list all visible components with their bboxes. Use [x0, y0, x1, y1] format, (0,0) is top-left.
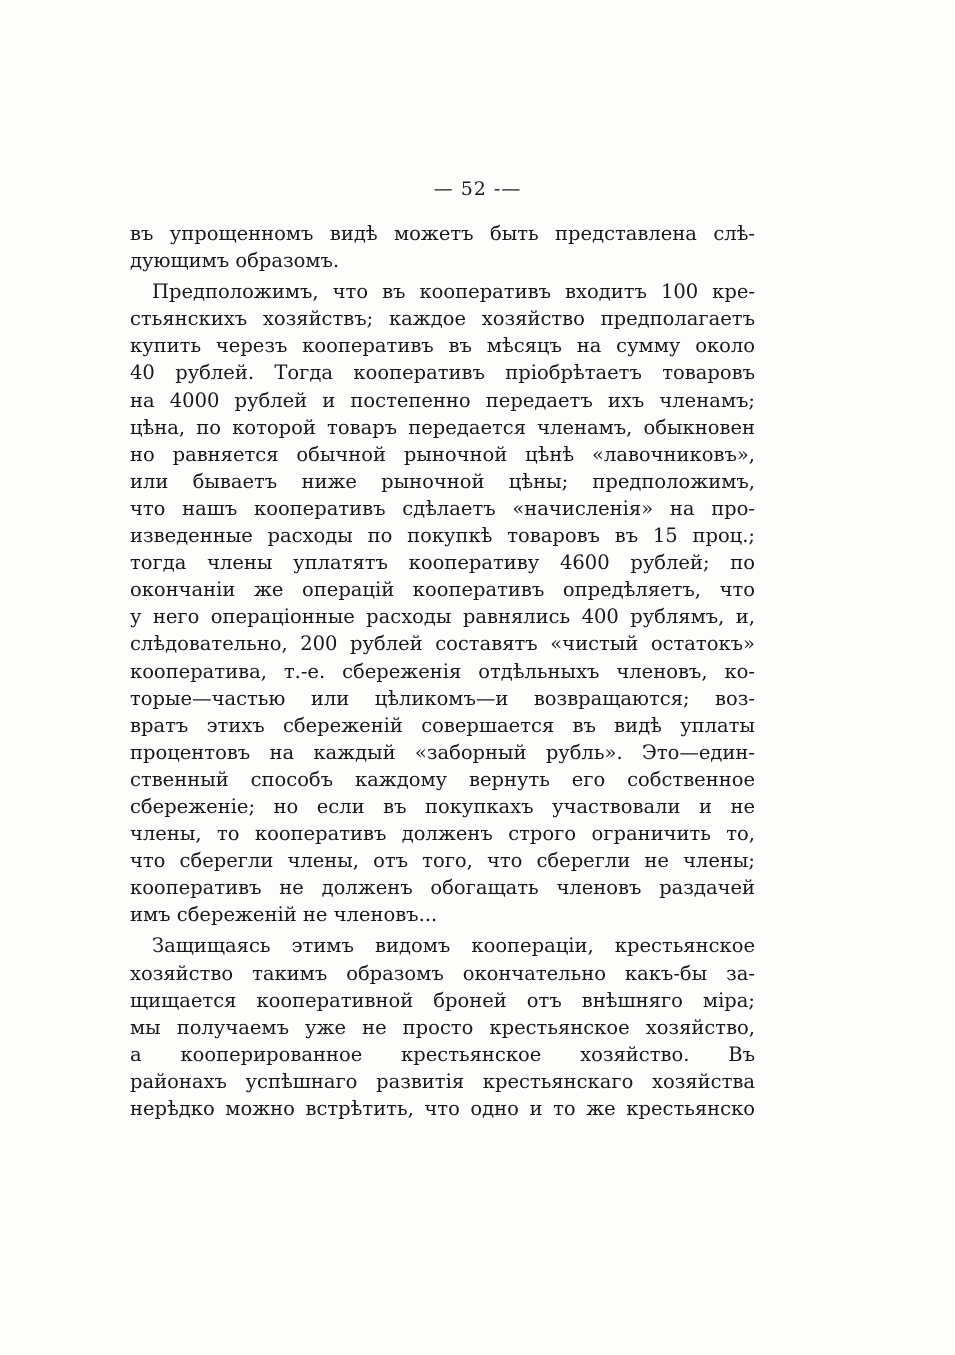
text-line: районахъ успѣшнаго развитія крестьянскаго хозяйства [130, 1069, 755, 1093]
text-line: цѣна, по которой товаръ передается членамъ, обыкновен [130, 415, 755, 439]
text-line: тогда члены уплатятъ кооперативу 4600 рублей; по [130, 551, 755, 575]
text-line: хозяйство такимъ образомъ окончательно какъ-бы за- [130, 961, 755, 985]
text-line: стьянскихъ хозяйствъ; каждое хозяйство предполагаетъ [130, 307, 755, 331]
text-line: но равняется обычной рыночной цѣнѣ «лавочниковъ», [130, 442, 755, 466]
text-line: въ упрощенномъ видѣ можетъ быть представлена слѣ- [130, 222, 755, 245]
text-line: Предположимъ, что въ кооперативъ входитъ 100 кре- [152, 280, 755, 304]
text-line: дующимъ образомъ. [130, 249, 340, 273]
text-line: у него операціонные расходы равнялись 400 рублямъ, и, [130, 605, 755, 629]
text-line: щищается кооперативной броней отъ внѣшняго міра; [130, 988, 755, 1012]
text-line: кооператива, т.-е. сбереженія отдѣльныхъ членовъ, ко- [130, 659, 755, 683]
text-line: члены, то кооперативъ долженъ строго ограничить то, [130, 822, 755, 846]
text-line: Защищаясь этимъ видомъ коопераціи, крестьянское [152, 934, 755, 958]
text-line: имъ сбереженій не членовъ... [130, 903, 438, 927]
text-line: процентовъ на каждый «заборный рубль». Это—един- [130, 740, 755, 764]
body-text [130, 220, 755, 1122]
text-line: вратъ этихъ сбереженій совершается въ видѣ уплаты [130, 713, 755, 737]
text-line: или бываетъ ниже рыночной цѣны; предположимъ, [130, 469, 755, 493]
text-line: на 4000 рублей и постепенно передаетъ ихъ членамъ; [130, 388, 755, 412]
text-line: мы получаемъ уже не просто крестьянское хозяйство, [130, 1015, 755, 1039]
text-line: ственный способъ каждому вернуть его собственное [130, 767, 755, 791]
text-line: окончаніи же операцій кооперативъ опредѣляетъ, что [130, 578, 755, 602]
text-line: купить черезъ кооперативъ въ мѣсяцъ на сумму около [130, 334, 755, 358]
text-line: слѣдовательно, 200 рублей составятъ «чистый остатокъ» [130, 632, 755, 656]
text-line: что нашъ кооперативъ сдѣлаетъ «начисленія» на про- [130, 496, 755, 520]
text-line: а кооперированное крестьянское хозяйство. Въ [130, 1042, 755, 1066]
text-line: 40 рублей. Тогда кооперативъ пріобрѣтаетъ товаровъ [130, 361, 755, 385]
text-line: торые—частью или цѣликомъ—и возвращаются; воз- [130, 686, 755, 710]
text-line: что сберегли члены, отъ того, что сберегли не члены; [130, 849, 755, 873]
text-line: кооперативъ не долженъ обогащать членовъ раздачей [130, 876, 755, 900]
page-number: — 52 -— [433, 178, 522, 200]
text-line: нерѣдко можно встрѣтить, что одно и то же крестьянско [130, 1097, 755, 1120]
text-line: сбереженіе; но если въ покупкахъ участвовали и не [130, 794, 755, 818]
text-line: изведенные расходы по покупкѣ товаровъ въ 15 проц.; [130, 524, 755, 548]
